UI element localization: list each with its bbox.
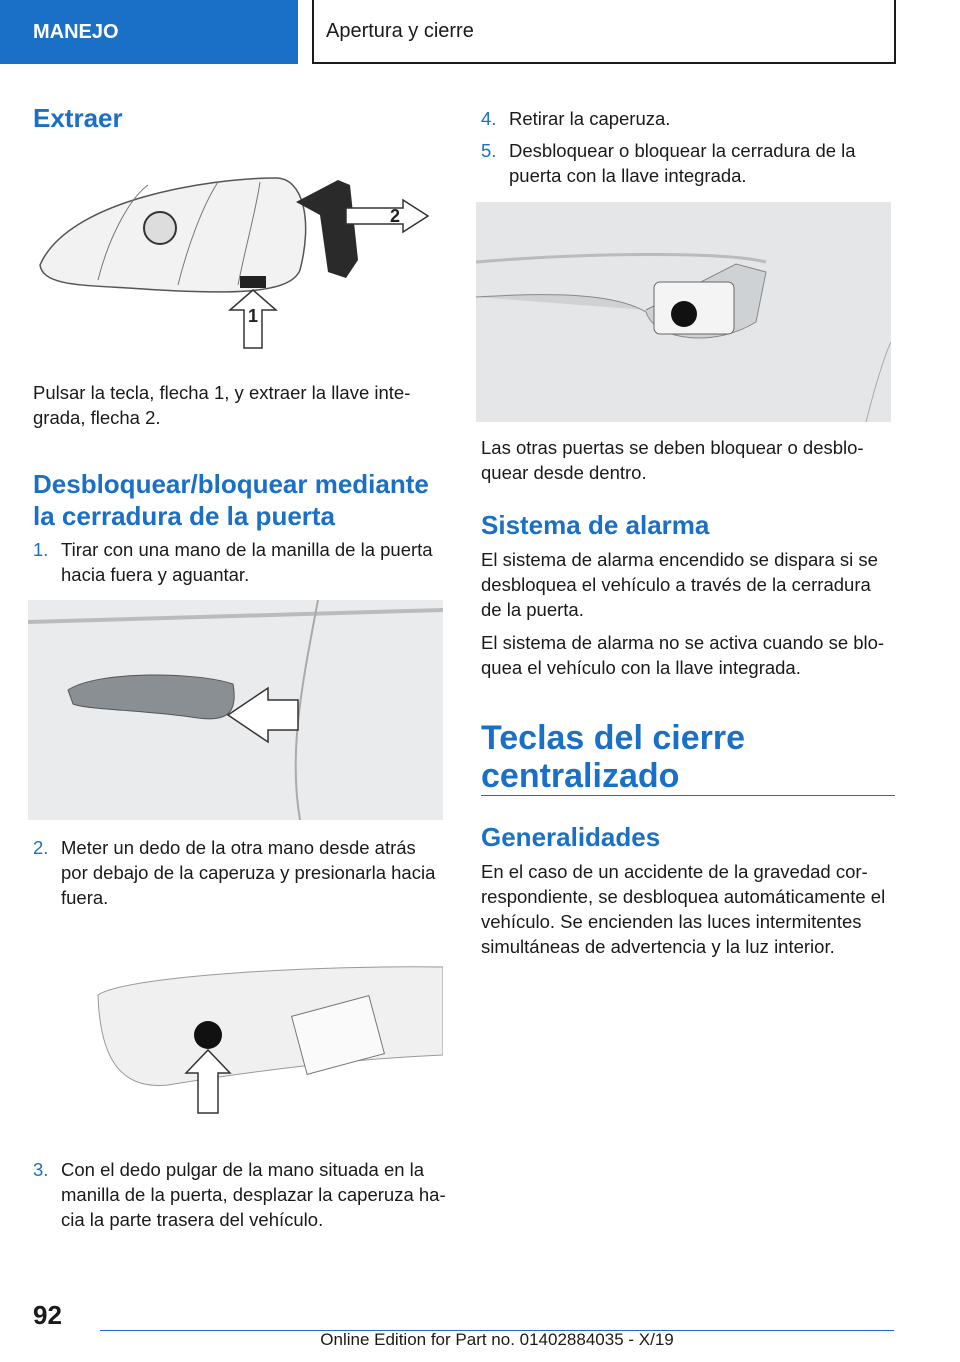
heading-sistema-alarma: Sistema de alarma (481, 510, 710, 540)
step-4 (481, 106, 893, 131)
step-text: Meter un dedo de la otra mano desde atrás por debajo de la caperuza y presionarla hacia fuera. (61, 837, 436, 908)
step-text: Con el dedo pulgar de la mano situada en la manilla de la puerta, desplazar la caperuza ha-cia la parte trasera del vehículo. (61, 1159, 446, 1230)
heading-teclas: Teclas del cierre centralizado (481, 719, 745, 795)
heading-desbloquear: Desbloquear/bloquear mediante la cerradura de la puerta (33, 469, 429, 531)
alarma-paragraph-1: El sistema de alarma encendido se dispara si se desbloquea el vehículo a través de la cerradura de la puerta. (481, 549, 878, 620)
generalidades-text: En el caso de un accidente de la gravedad cor-respondiente, se desbloquea automáticamente el vehículo. Se encienden las luces intermitentes simultáneas de advertencia y la luz interior. (481, 861, 886, 957)
step-number: 3. (33, 1159, 49, 1180)
key-illustration (28, 160, 443, 350)
step-text: Desbloquear o bloquear la cerradura de la puerta con la llave integrada. (509, 140, 856, 186)
step-3 (33, 1157, 451, 1232)
door-handle-illustration (28, 600, 443, 820)
section-label: MANEJO (33, 20, 119, 43)
step-number: 4. (481, 108, 497, 129)
alarma-paragraph-2: El sistema de alarma no se activa cuando se blo-quea el vehículo con la llave integrada. (481, 632, 885, 678)
figure-cap-press (28, 945, 443, 1115)
arrow-2-icon (346, 200, 428, 232)
cap-press-illustration (28, 945, 443, 1115)
chapter-title: Apertura y cierre (326, 19, 474, 42)
arrow-1-icon (230, 290, 276, 348)
section-divider (481, 795, 895, 796)
extraer-text: Pulsar la tecla, flecha 1, y extraer la llave inte-grada, flecha 2. (33, 382, 411, 428)
page-header (312, 0, 896, 64)
lock-cylinder-illustration (476, 202, 891, 422)
step-number: 2. (33, 837, 49, 858)
step-text: Tirar con una mano de la manilla de la puerta hacia fuera y aguantar. (61, 539, 433, 585)
heading-extraer: Extraer (33, 103, 123, 133)
figure-lock-cylinder (476, 202, 891, 422)
page-number: 92 (33, 1300, 62, 1330)
footer-edition: Online Edition for Part no. 01402884035 - X/19 (320, 1330, 674, 1349)
section-tab (0, 0, 298, 64)
step-number: 1. (33, 539, 49, 560)
arrow-2-label: 2 (390, 206, 401, 226)
figure-key-extraction (28, 160, 443, 350)
arrow-1-label: 1 (248, 306, 259, 326)
step-2 (33, 835, 445, 910)
step-1 (33, 537, 445, 587)
figure-door-handle (28, 600, 443, 820)
step-5 (481, 138, 893, 188)
heading-generalidades: Generalidades (481, 822, 661, 852)
step-text: Retirar la caperuza. (509, 108, 671, 129)
step-number: 5. (481, 140, 497, 161)
otras-puertas-text: Las otras puertas se deben bloquear o desblo-quear desde dentro. (481, 437, 864, 483)
